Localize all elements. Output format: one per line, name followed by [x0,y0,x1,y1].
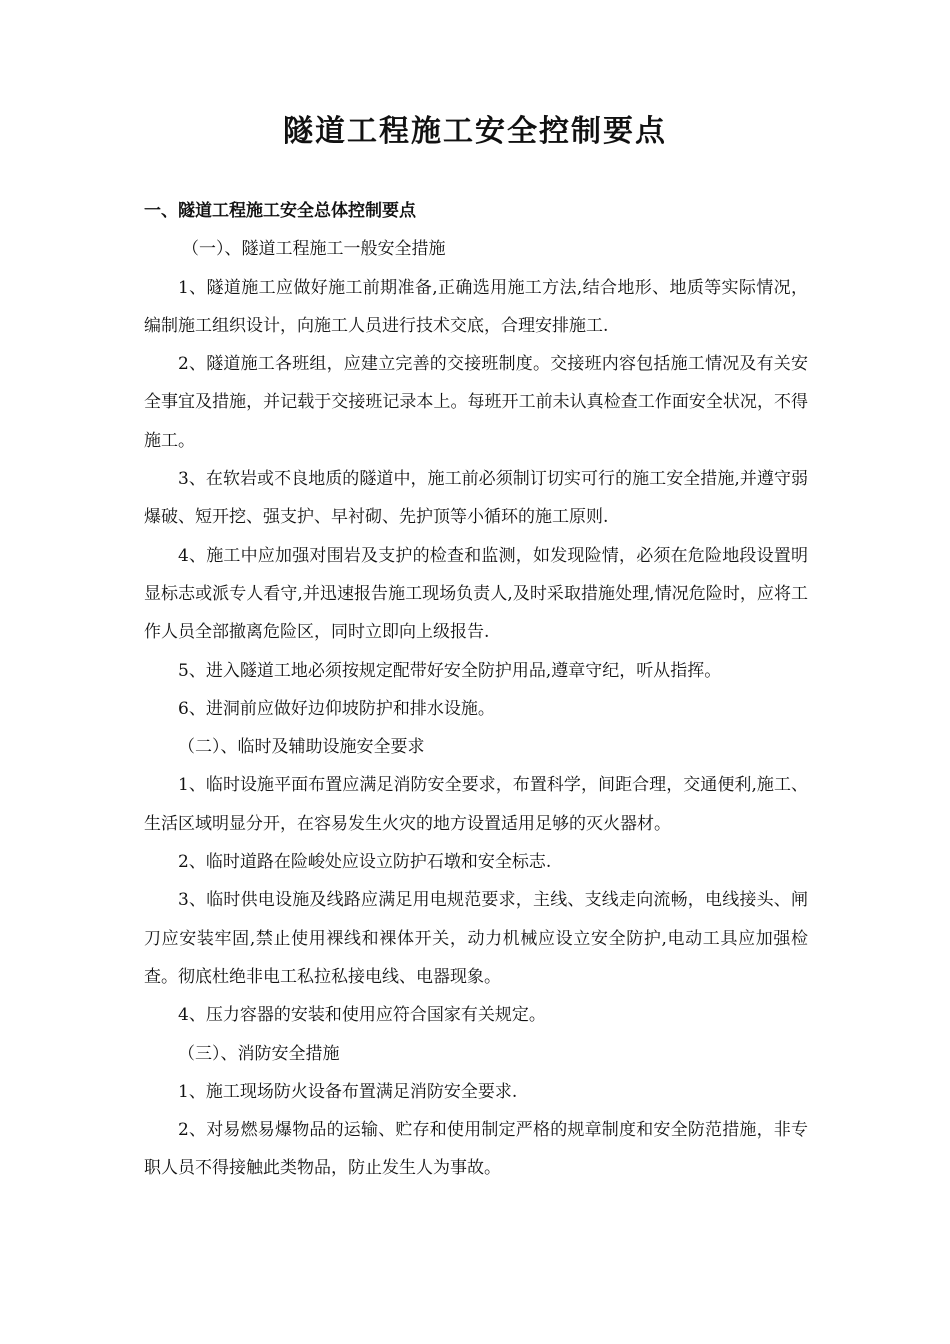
paragraph-1-1: 1、隧道施工应做好施工前期准备,正确选用施工方法,结合地形、地质等实际情况，编制施工组织设计，向施工人员进行技术交底，合理安排施工. [144,277,808,336]
paragraph-3-1: 1、施工现场防火设备布置满足消防安全要求. [178,1081,518,1102]
paragraph-3-2: 2、对易燃易爆物品的运输、贮存和使用制定严格的规章制度和安全防范措施，非专职人员不得接触此类物品，防止发生人为事故。 [144,1120,808,1179]
paragraph-1-6: 6、进洞前应做好边仰坡防护和排水设施。 [178,698,495,719]
document-body [144,192,808,1188]
paragraph-1-2: 2、隧道施工各班组，应建立完善的交接班制度。交接班内容包括施工情况及有关安全事宜及措施，并记载于交接班记录本上。每班开工前未认真检查工作面安全状况，不得施工。 [144,354,808,451]
paragraph-1-5: 5、进入隧道工地必须按规定配带好安全防护用品,遵章守纪，听从指挥。 [178,660,722,681]
paragraph-2-2: 2、临时道路在险峻处应设立防护石墩和安全标志. [178,852,552,873]
subsection-heading-3: （三）、消防安全措施 [178,1043,340,1064]
paragraph-2-4: 4、压力容器的安装和使用应符合国家有关规定。 [178,1005,546,1026]
paragraph-1-3: 3、在软岩或不良地质的隧道中，施工前必须制订切实可行的施工安全措施,并遵守弱爆破、短开挖、强支护、早衬砌、先护顶等小循环的施工原则. [144,469,808,528]
paragraph-2-3: 3、临时供电设施及线路应满足用电规范要求，主线、支线走向流畅，电线接头、闸刀应安装牢固,禁止使用裸线和裸体开关，动力机械应设立安全防护,电动工具应加强检查。彻底杜绝非电工私拉私接电线、电器现象。 [144,890,808,987]
subsection-heading-1: （一）、隧道工程施工一般安全措施 [182,239,446,260]
section-heading-1: 一、隧道工程施工安全总体控制要点 [144,201,416,221]
paragraph-1-4: 4、施工中应加强对围岩及支护的检查和监测，如发现险情，必须在危险地段设置明显标志或派专人看守,并迅速报告施工现场负责人,及时采取措施处理,情况危险时，应将工作人员全部撤离危险区，同时立即向上级报告. [144,545,808,643]
paragraph-2-1: 1、临时设施平面布置应满足消防安全要求，布置科学，间距合理，交通便利,施工、生活区域明显分开，在容易发生火灾的地方设置适用足够的灭火器材。 [144,775,808,834]
document-title: 隧道工程施工安全控制要点 [283,114,667,149]
subsection-heading-2: （二）、临时及辅助设施安全要求 [178,737,425,758]
